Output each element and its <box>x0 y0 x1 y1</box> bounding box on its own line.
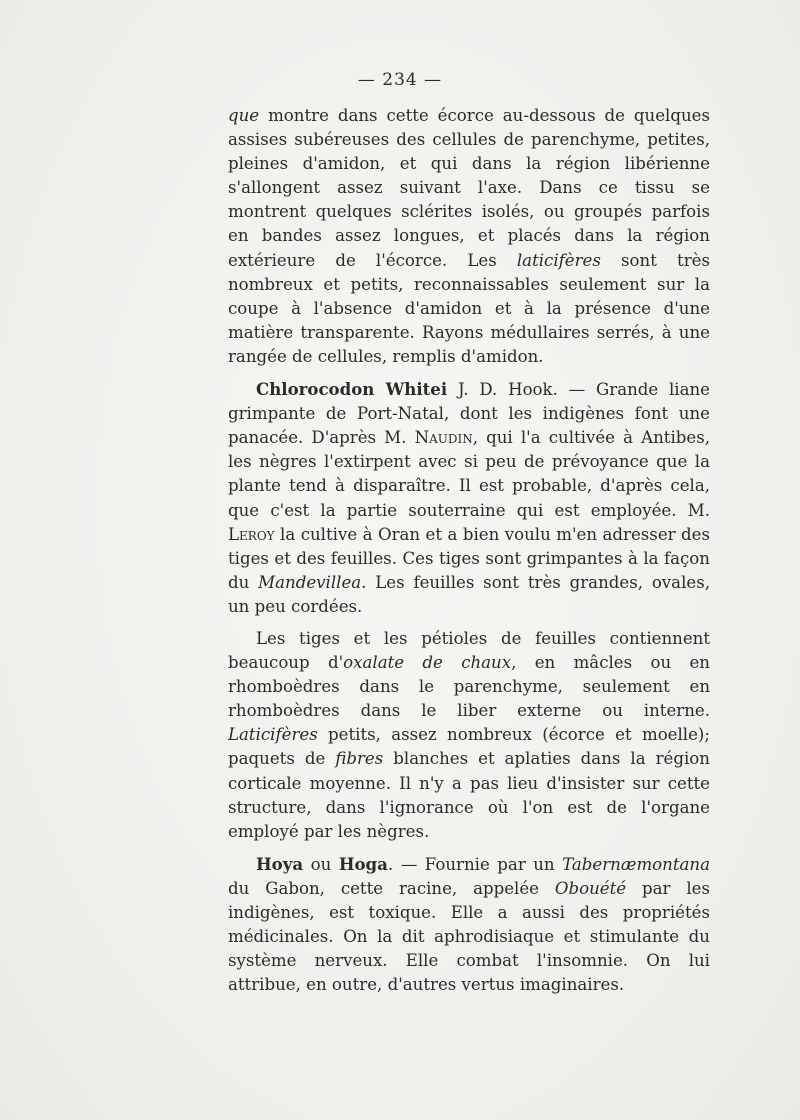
text-run: J. D. Hook. — Grande liane grimpante de Port-Natal, dont les indigènes font une panacée. D'après M. <box>228 380 711 448</box>
text-italic: Tabernæmontana <box>562 854 710 874</box>
text-run: , en mâcles ou en rhomboèdres dans le parenchyme, seulement en rhomboèdres dans le liber externe ou interne. <box>228 653 710 721</box>
text-italic: Obouété <box>554 878 627 898</box>
text-italic: laticifères <box>516 250 601 270</box>
text-run: ou <box>303 854 339 874</box>
page-number: — 234 — <box>357 70 443 90</box>
paragraph-hoya <box>228 852 710 998</box>
text-italic: Laticifères <box>228 725 318 745</box>
text-italic: Mandevillea <box>258 572 362 592</box>
text-run: . — Fournie par un <box>387 854 563 874</box>
species-heading: Hoya <box>256 853 304 874</box>
text-run: Les tiges et les pétioles de feuilles contiennent beaucoup d' <box>228 628 710 673</box>
species-heading: Hoga <box>338 853 388 874</box>
author-name: Leroy <box>228 524 275 544</box>
text-run: par les indigènes, est toxique. Elle a aussi des propriétés médicinales. On la dit aphrodisiaque et stimulante du système nerveux. Elle combat l'insomnie. On lui attribue, en outre, d'autres vertus imaginaires. <box>228 878 711 995</box>
body-text <box>228 104 710 997</box>
author-name: Naudin <box>414 428 473 448</box>
text-run: la cultive à Oran et a bien voulu m'en adresser des tiges et des feuilles. Ces tiges sont grimpantes à la façon du <box>228 524 710 592</box>
species-heading: Chlorocodon Whitei <box>256 379 448 400</box>
paragraph-chlorocodon <box>228 377 710 619</box>
text-run: du Gabon, cette racine, appelée <box>228 878 555 898</box>
text-run: petits, assez nombreux (écorce et moelle); paquets de <box>228 725 710 769</box>
text-run: blanches et aplaties dans la région corticale moyenne. Il n'y a pas lieu d'insister sur cette structure, dans l'ignorance où l'on est de l'organe employé par les nègres. <box>228 749 710 841</box>
text-run: montre dans cette écorce au-dessous de quelques assises subéreuses des cellules de parenchyme, petites, pleines d'amidon, et qui dans la région libérienne s'allongent assez suivant l'axe. Dans ce tissu se montrent quelques sclérites isolés, ou groupés parfois en bandes assez longues, et placés dans la région extérieure de l'écorce. Les <box>228 106 710 270</box>
text-run: , qui l'a cultivée à Antibes, les nègres l'extirpent avec si peu de prévoyance que la plante tend à disparaître. Il est probable, d'après cela, que c'est la partie souterraine qui est employée. M. <box>228 428 710 520</box>
text-italic: fibres <box>335 749 384 769</box>
paragraph-tiges <box>228 627 710 844</box>
text-italic: oxalate de chaux <box>343 653 512 673</box>
paragraph-ecorce-continued <box>228 104 710 369</box>
text-run: . Les feuilles sont très grandes, ovales, un peu cordées. <box>228 572 710 616</box>
text-italic: que <box>228 106 260 125</box>
text-run: sont très nombreux et petits, reconnaissables seulement sur la coupe à l'absence d'amidon et à la présence d'une matière transparente. Rayons médullaires serrés, à une rangée de cellules, remplis d'amidon. <box>228 250 710 366</box>
